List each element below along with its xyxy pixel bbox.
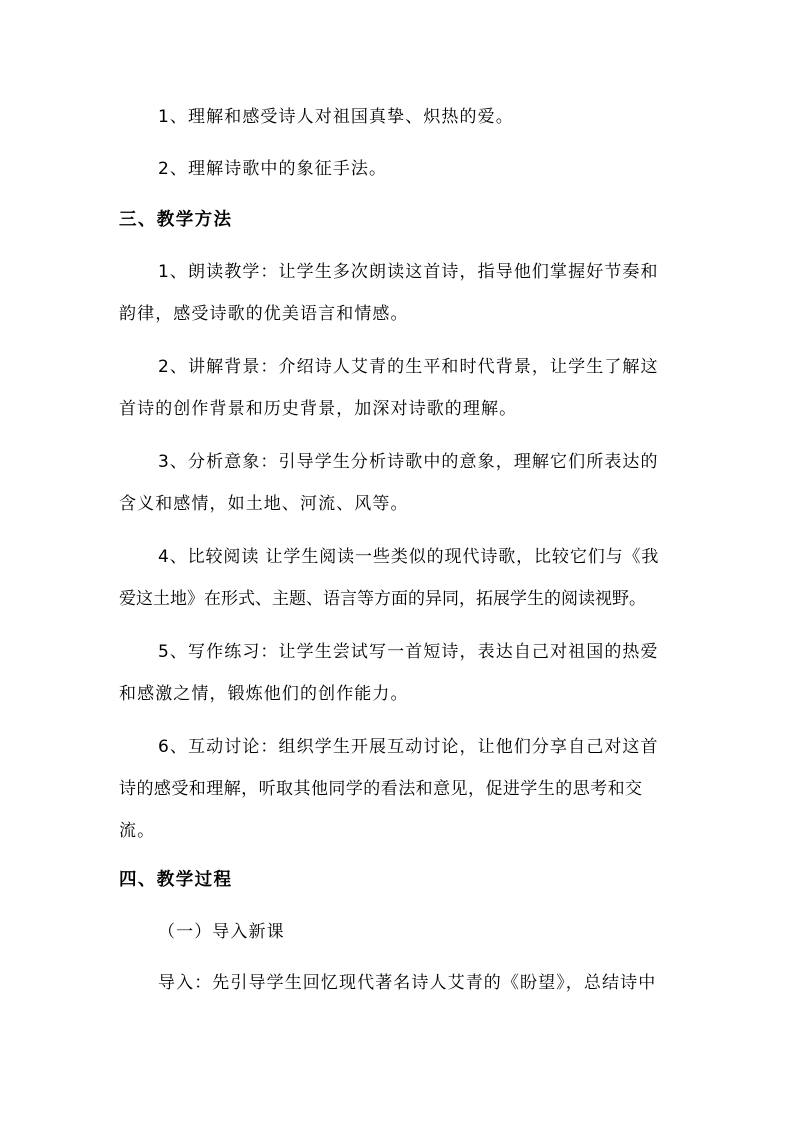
paragraph-line: 和感激之情，锻炼他们的创作能力。 [119,684,409,704]
paragraph-line: 韵律，感受诗歌的优美语言和情感。 [119,304,409,324]
section-heading-teaching-process: 四、教学过程 [119,870,233,890]
paragraph-line: 爱这土地》在形式、主题、语言等方面的异同，拓展学生的阅读视野。 [119,589,646,609]
subsection-heading: （一）导入新课 [158,922,285,942]
paragraph-line: 5、写作练习：让学生尝试写一首短诗，表达自己对祖国的热爱 [158,642,659,662]
paragraph-line: 含义和感情，如土地、河流、风等。 [119,494,409,514]
objective-item: 2、理解诗歌中的象征手法。 [158,159,388,179]
paragraph-line: 6、互动讨论：组织学生开展互动讨论，让他们分享自己对这首 [158,737,659,757]
section-heading-teaching-methods: 三、教学方法 [119,210,233,230]
paragraph-line: 4、比较阅读 让学生阅读一些类似的现代诗歌，比较它们与《我 [158,547,660,567]
paragraph-line: 首诗的创作背景和历史背景，加深对诗歌的理解。 [119,399,518,419]
objective-item: 1、理解和感受诗人对祖国真挚、炽热的爱。 [158,107,514,127]
paragraph-line: 导入：先引导学生回忆现代著名诗人艾青的《盼望》，总结诗中 [158,973,657,993]
paragraph-line: 3、分析意象：引导学生分析诗歌中的意象，理解它们所表达的 [158,452,659,472]
paragraph-line: 2、讲解背景：介绍诗人艾青的生平和时代背景，让学生了解这 [158,357,659,377]
paragraph-line: 流。 [119,821,156,841]
paragraph-line: 诗的感受和理解，听取其他同学的看法和意见，促进学生的思考和交 [119,779,643,799]
paragraph-line: 1、朗读教学：让学生多次朗读这首诗，指导他们掌握好节奏和 [158,262,659,282]
